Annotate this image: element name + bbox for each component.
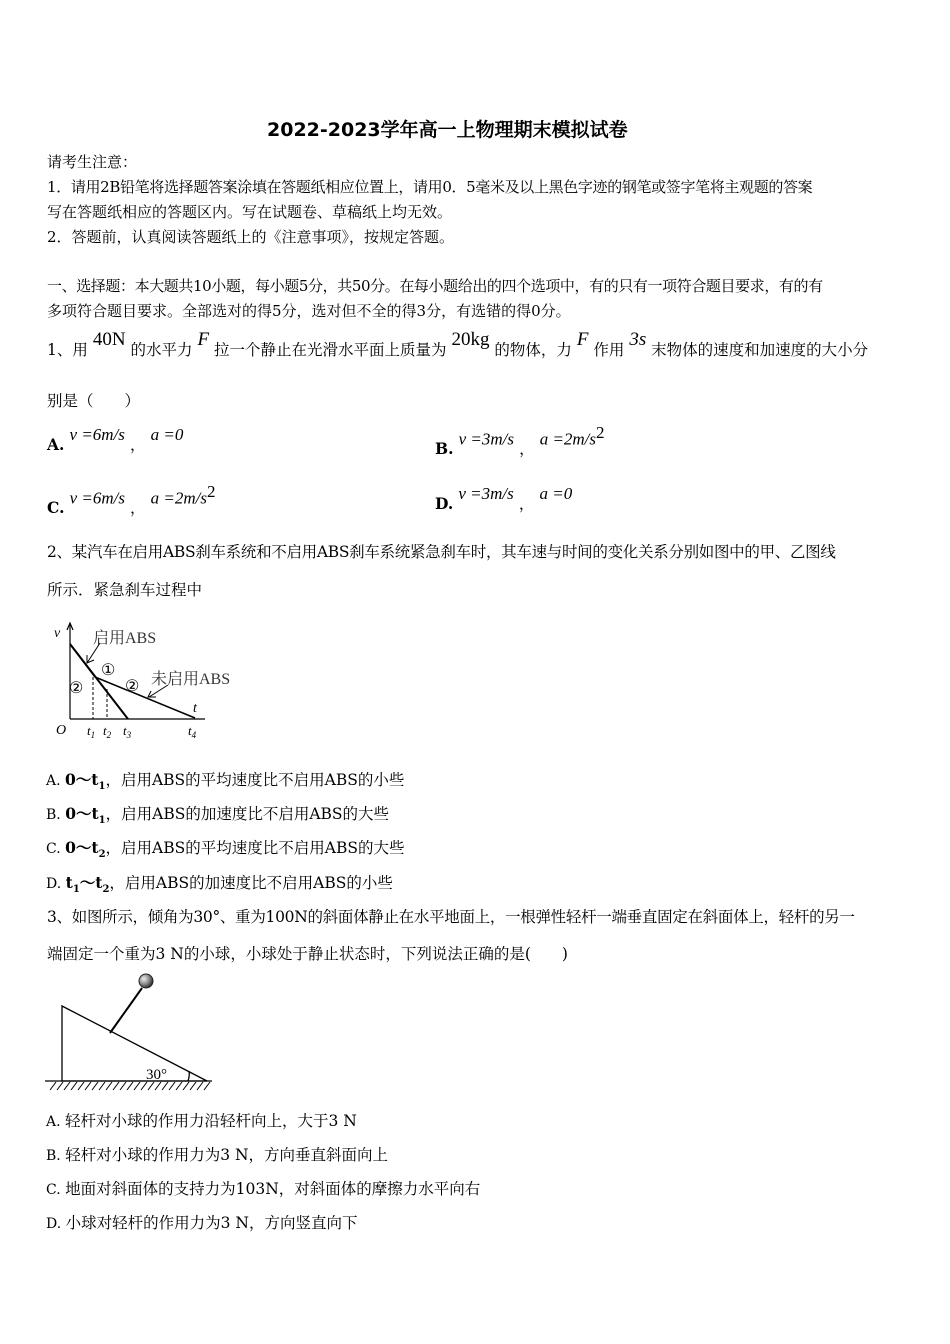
velocity-value: v =3m/s [458, 429, 514, 449]
q3-stem-line-2: 端固定一个重为3 N的小球，小球处于静止状态时，下列说法正确的是( ) [47, 945, 568, 963]
tick-t2: $t_2$ [103, 723, 112, 740]
q1-option-a[interactable] [47, 423, 184, 454]
option-text: ，启用ABS的平均速度比不启用ABS的大些 [105, 839, 405, 857]
incline-body [62, 1006, 207, 1081]
tick-t4: $t_4$ [188, 723, 197, 740]
page-title: 2022-2023学年高一上物理期末模拟试卷 [267, 119, 628, 141]
ball [139, 974, 153, 988]
option-text: 轻杆对小球的作用力沿轻杆向上，大于3 N [65, 1112, 357, 1130]
option-text: ，启用ABS的加速度比不启用ABS的大些 [105, 805, 390, 823]
notice-line-1a: 1．请用2B铅笔将选择题答案涂填在答题纸相应位置上，请用0．5毫米及以上黑色字迹的钢笔或签字笔将主观题的答案 [47, 178, 813, 196]
option-label: D. [46, 1216, 66, 1232]
origin-label: O [56, 723, 67, 738]
q1-text: 末物体的速度和加速度的大小分 [651, 341, 869, 359]
q1-option-d[interactable] [435, 482, 573, 513]
option-label: D. [435, 494, 454, 513]
region-2-label: ② [125, 678, 140, 695]
velocity-value: v =6m/s [69, 425, 125, 444]
subscript: 1 [98, 781, 106, 793]
q2-option-c[interactable] [46, 836, 404, 860]
option-label: B. [435, 439, 454, 459]
region-1-label: ① [101, 662, 116, 679]
option-label: A. [46, 773, 66, 789]
separator: ， [130, 499, 146, 518]
option-label: B. [46, 807, 66, 823]
q1-force-value: 40N [92, 329, 126, 350]
no-abs-label: 未启用ABS [151, 671, 231, 688]
notice-line-1b: 写在答题纸相应的答题区内。写在试题卷、草稿纸上均无效。 [47, 203, 453, 221]
option-text: 地面对斜面体的支持力为103N，对斜面体的摩擦力水平向右 [65, 1180, 481, 1198]
q1-force-symbol: F [197, 329, 210, 350]
q1-mass-value: 20kg [451, 329, 490, 350]
q3-stem-line-1: 3、如图所示，倾角为30°、重为100N的斜面体静止在水平地面上，一根弹性轻杆一端垂直固定在斜面体上，轻杆的另一 [47, 908, 855, 926]
time-range: t [65, 873, 73, 892]
angle-label: 30° [146, 1067, 167, 1083]
section-line-2: 多项符合题目要求。全部选对的得5分，选对但不全的得3分，有选错的得0分。 [47, 302, 571, 320]
abs-label: 启用ABS [93, 630, 157, 647]
rod [110, 988, 142, 1033]
q3-option-d[interactable] [46, 1211, 358, 1233]
separator: ， [518, 495, 535, 513]
q1-option-c[interactable] [47, 482, 216, 518]
q1-text: 1、用 [47, 341, 88, 359]
acceleration-value: a =0 [150, 425, 184, 444]
option-text: 小球对轻杆的作用力为3 N，方向竖直向下 [65, 1214, 358, 1232]
no-abs-line [70, 644, 95, 677]
tick-t3: $t_3$ [123, 723, 132, 740]
option-label: C. [46, 841, 66, 857]
q1-text: 作用 [593, 341, 625, 359]
q1-text: 的物体，力 [494, 341, 572, 359]
leader-arrow [148, 691, 156, 697]
option-label: D. [46, 876, 66, 892]
exponent: 2 [207, 482, 216, 501]
section-line-1: 一、选择题：本大题共10小题，每小题5分，共50分。在每小题给出的四个选项中，有的只有一项符合题目要求，有的有 [47, 277, 823, 295]
q2-velocity-time-graph [45, 617, 255, 745]
acceleration-value: a =0 [539, 484, 573, 503]
velocity-value: v =6m/s [69, 488, 125, 508]
q2-option-a[interactable] [46, 768, 404, 792]
option-label: A. [47, 435, 65, 454]
option-text: 轻杆对小球的作用力为3 N，方向垂直斜面向上 [65, 1146, 389, 1164]
time-range: 0～t [65, 838, 99, 857]
q2-stem-line-2: 所示．紧急刹车过程中 [47, 581, 203, 599]
q3-incline-diagram [40, 968, 220, 1096]
separator: ， [519, 440, 535, 459]
q1-text: 的水平力 [130, 341, 193, 359]
option-label: A. [46, 1114, 66, 1130]
option-text: ，启用ABS的平均速度比不启用ABS的小些 [105, 771, 405, 789]
velocity-value: v =3m/s [458, 484, 514, 503]
option-text: ，启用ABS的加速度比不启用ABS的小些 [109, 874, 393, 892]
option-label: B. [46, 1148, 66, 1164]
q1-time-value: 3s [629, 329, 647, 350]
acceleration-value: a =2m/s [150, 488, 207, 508]
q2-option-d[interactable] [46, 871, 393, 895]
q1-stem-line-2: 别是（ ） [47, 392, 141, 410]
q1-force-symbol: F [576, 329, 589, 350]
y-axis-label: v [54, 626, 61, 641]
q2-option-b[interactable] [46, 802, 389, 826]
tick-t1: $t_1$ [87, 723, 96, 740]
region-2-label: ② [69, 680, 84, 697]
q3-option-a[interactable] [46, 1109, 357, 1131]
subscript: 1 [72, 884, 80, 896]
exponent: 2 [596, 423, 605, 442]
notice-heading: 请考生注意： [47, 153, 138, 171]
time-range: 0～t [65, 770, 99, 789]
angle-arc [188, 1071, 189, 1081]
option-label: C. [46, 1182, 66, 1198]
x-axis-label: t [193, 701, 197, 716]
subscript: 2 [102, 884, 110, 896]
q3-option-b[interactable] [46, 1143, 388, 1165]
subscript: 2 [98, 849, 106, 861]
time-range: 0～t [65, 804, 99, 823]
q1-stem-line-1 [47, 328, 868, 368]
q2-stem-line-1: 2、某汽车在启用ABS刹车系统和不启用ABS刹车系统紧急刹车时，其车速与时间的变化关系分别如图中的甲、乙图线 [47, 543, 836, 561]
q1-option-b[interactable] [435, 423, 605, 459]
option-label: C. [47, 498, 65, 518]
separator: ， [130, 436, 146, 454]
notice-line-2: 2．答题前，认真阅读答题纸上的《注意事项》，按规定答题。 [47, 228, 455, 246]
time-range: ～t [79, 873, 103, 892]
acceleration-value: a =2m/s [539, 429, 597, 449]
q1-text: 拉一个静止在光滑水平面上质量为 [213, 341, 447, 359]
q3-option-c[interactable] [46, 1177, 480, 1199]
subscript: 1 [98, 815, 106, 827]
